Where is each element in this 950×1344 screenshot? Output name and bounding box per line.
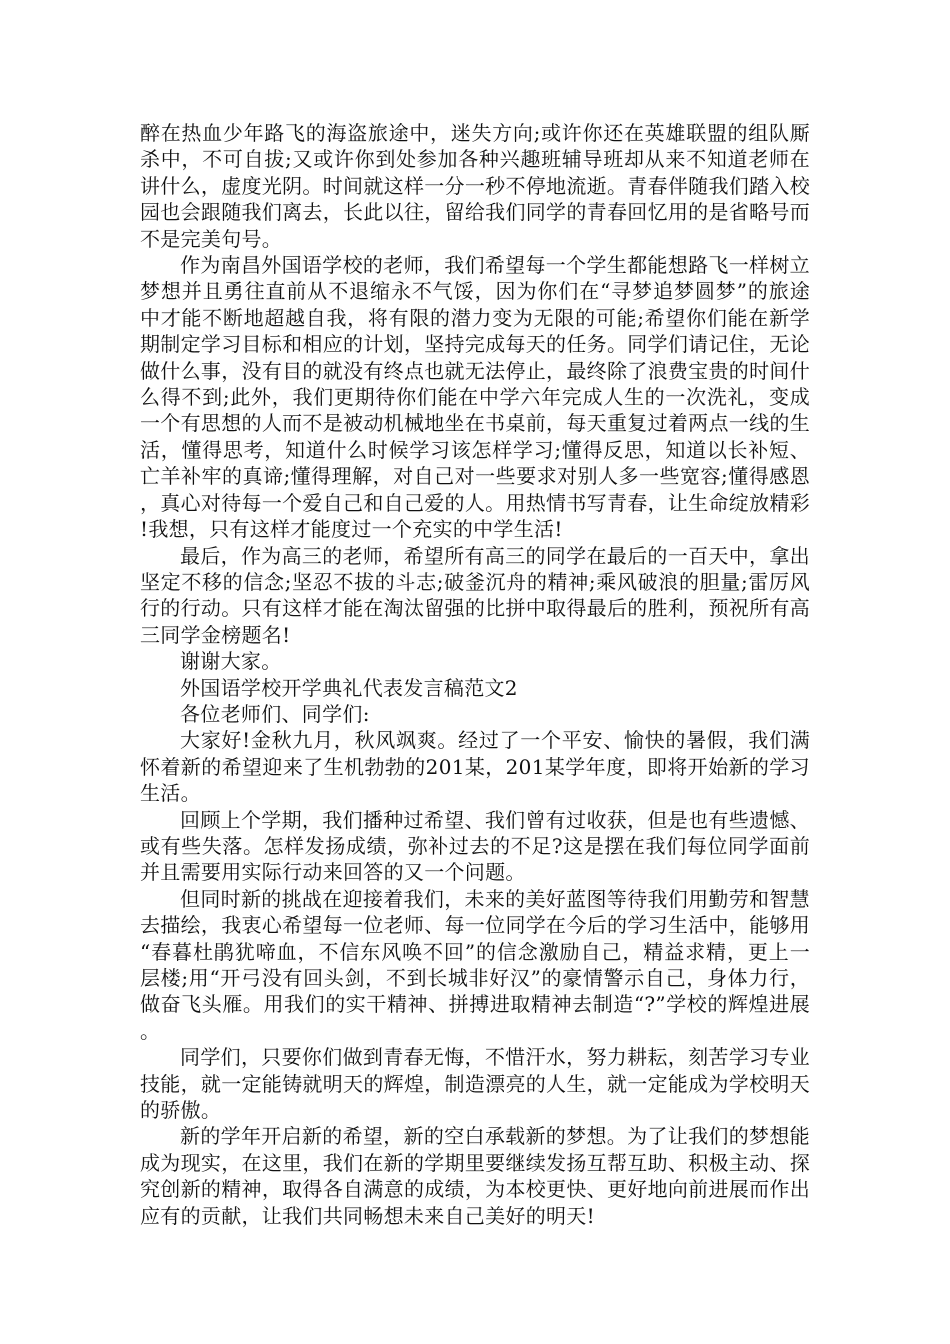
paragraph-closing: 新的学年开启新的希望，新的空白承载新的梦想。为了让我们的梦想能成为现实，在这里，我们在新的学期里要继续发扬互帮互助、积极主动、探究创新的精神，取得各自满意的成绩，为本校更快、更好地向前进展而作出应有的贡献，让我们共同畅想未来自己美好的明天! (140, 1124, 810, 1228)
paragraph-encouragement: 同学们，只要你们做到青春无悔，不惜汗水，努力耕耘，刻苦学习专业技能，就一定能铸就明天的辉煌，制造漂亮的人生，就一定能成为学校明天的骄傲。 (140, 1045, 810, 1123)
section-title: 外国语学校开学典礼代表发言稿范文2 (180, 675, 518, 700)
paragraph-challenge: 但同时新的挑战在迎接着我们，未来的美好蓝图等待我们用勤劳和智慧去描绘，我衷心希望每一位老师、每一位同学在今后的学习生活中，能够用“春暮杜鹃犹啼血，不信东风唤不回”的信念激励自己，精益求精，更上一层楼;用“开弓没有回头剑，不到长城非好汉”的豪情警示自己，身体力行，做奋飞头雁。用我们的实干精神、拼搏进取精神去制造“?”学校的辉煌进展。 (140, 886, 810, 1043)
paragraph-senior-students: 最后，作为高三的老师，希望所有高三的同学在最后的一百天中，拿出坚定不移的信念;坚忍不拔的斗志;破釜沉舟的精神;乘风破浪的胆量;雷厉风行的行动。只有这样才能在淘汰留强的比拼中取得最后的胜利，预祝所有高三同学金榜题名! (140, 543, 810, 647)
document-page (140, 120, 810, 1229)
paragraph-review: 回顾上个学期，我们播种过希望、我们曾有过收获，但是也有些遗憾、或有些失落。怎样发扬成绩，弥补过去的不足?这是摆在我们每位同学面前并且需要用实际行动来回答的又一个问题。 (140, 807, 810, 885)
paragraph-thanks: 谢谢大家。 (180, 649, 282, 674)
paragraph-continued-intro: 醉在热血少年路飞的海盗旅途中，迷失方向;或许你还在英雄联盟的组队厮杀中，不可自拔;又或许你到处参加各种兴趣班辅导班却从来不知道老师在讲什么，虚度光阴。时间就这样一分一秒不停地流逝。青春伴随我们踏入校园也会跟随我们离去，长此以往，留给我们同学的青春回忆用的是省略号而不是完美句号。 (140, 121, 810, 251)
paragraph-greeting: 大家好!金秋九月，秋风飒爽。经过了一个平安、愉快的暑假，我们满怀着新的希望迎来了生机勃勃的201某，201某学年度，即将开始新的学习生活。 (140, 728, 810, 806)
paragraph-salutation: 各位老师们、同学们: (180, 701, 370, 726)
paragraph-teacher-hopes: 作为南昌外国语学校的老师，我们希望每一个学生都能想路飞一样树立梦想并且勇往直前从不退缩永不气馁，因为你们在“寻梦追梦圆梦”的旅途中才能不断地超越自我，将有限的潜力变为无限的可能;希望你们能在新学期制定学习目标和相应的计划，坚持完成每天的任务。同学们请记住，无论做什么事，没有目的就没有终点也就无法停止，最终除了浪费宝贵的时间什么得不到;此外，我们更期待你们能在中学六年完成人生的一次洗礼，变成一个有思想的人而不是被动机械地坐在书桌前，每天重复过着两点一线的生活，懂得思考，知道什么时候学习该怎样学习;懂得反思，知道以长补短、亡羊补牢的真谛;懂得理解，对自己对一些要求对别人多一些宽容;懂得感恩，真心对待每一个爱自己和自己爱的人。用热情书写青春，让生命绽放精彩!我想，只有这样才能度过一个充实的中学生活! (140, 253, 810, 542)
